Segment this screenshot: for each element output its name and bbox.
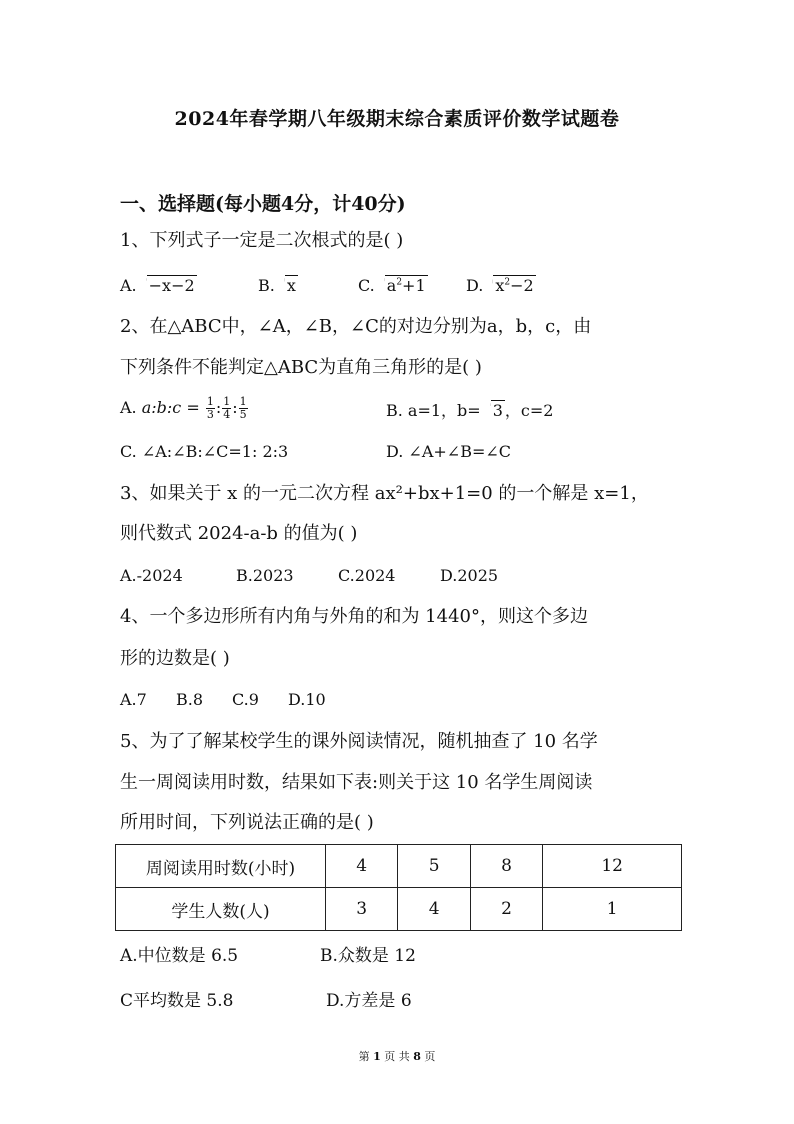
table-cell: 12 [543,845,682,888]
q2-option-d: D. ∠A+∠B=∠C [386,442,512,461]
question-3-line-1: 3、如果关于 x 的一元二次方程 ax²+bx+1=0 的一个解是 x=1， [120,483,649,504]
section-heading: 一、选择题(每小题4分，计40分) [120,193,406,215]
table-cell: 1 [543,888,682,931]
q4-option-d: D.10 [288,690,326,709]
table-cell: 4 [326,845,398,888]
q5-option-b: B.众数是 12 [320,946,416,966]
q3-option-d: D.2025 [440,566,499,585]
question-2-line-2: 下列条件不能判定△ABC为直角三角形的是( ) [120,357,482,378]
q1-option-b: B. x [258,276,296,295]
page-footer: 第 1 页 共 8 页 [358,1050,436,1063]
q4-option-c: C.9 [232,690,259,709]
q4-option-b: B.8 [176,690,204,709]
q3-option-b: B.2023 [236,566,294,585]
fraction: $\frac{1}{5}$ [239,395,247,421]
question-5-line-3: 所用时间，下列说法正确的是( ) [120,812,374,833]
question-5-line-1: 5、为了了解某校学生的课外阅读情况，随机抽查了 10 名学 [120,731,598,752]
q3-option-a: A.-2024 [120,566,183,585]
fraction: $\frac{1}{3}$ [206,395,214,421]
question-1-stem: 1、下列式子一定是二次根式的是( ) [120,230,404,251]
q2-option-c: C. ∠A:∠B:∠C=1: 2:3 [120,442,289,461]
table-header-cell: 学生人数(人) [116,888,326,931]
q2-option-b: B. a=1，b= 3 ，c=2 [386,401,554,420]
table-header-cell: 周阅读用时数(小时) [116,845,326,888]
table-cell: 4 [398,888,470,931]
question-2-line-1: 2、在△ABC中，∠A，∠B，∠C的对边分别为a，b，c，由 [120,316,592,337]
table-cell: 5 [398,845,470,888]
table-row [116,845,682,888]
question-3-line-2: 则代数式 2024-a-b 的值为( ) [120,523,358,544]
q2-option-a: A. a:b:c = $\frac{1}{3}$ : $\frac{1}{4}$ : $\frac{1}{5}$ [120,395,247,421]
question-4-line-1: 4、一个多边形所有内角与外角的和为 1440°，则这个多边 [120,606,588,627]
q1-option-c: C. $a^2+1$ [358,276,426,295]
q1-option-a: A. −x−2 [120,276,195,295]
table-cell: 3 [326,888,398,931]
q5-option-a: A.中位数是 6.5 [120,946,239,966]
q1-option-d: D. $x^2-2$ [466,276,534,295]
exam-title: 2024年春学期八年级期末综合素质评价数学试题卷 [174,108,620,130]
reading-time-table [115,844,682,931]
q5-option-d: D.方差是 6 [326,991,412,1011]
q5-option-c: C平均数是 5.8 [120,991,234,1011]
table-cell: 8 [470,845,542,888]
fraction: $\frac{1}{4}$ [223,395,231,421]
q4-option-a: A.7 [120,690,147,709]
question-4-line-2: 形的边数是( ) [120,648,230,669]
table-row [116,888,682,931]
q3-option-c: C.2024 [338,566,396,585]
table-cell: 2 [470,888,542,931]
question-5-line-2: 生一周阅读用时数，结果如下表:则关于这 10 名学生周阅读 [120,772,593,793]
